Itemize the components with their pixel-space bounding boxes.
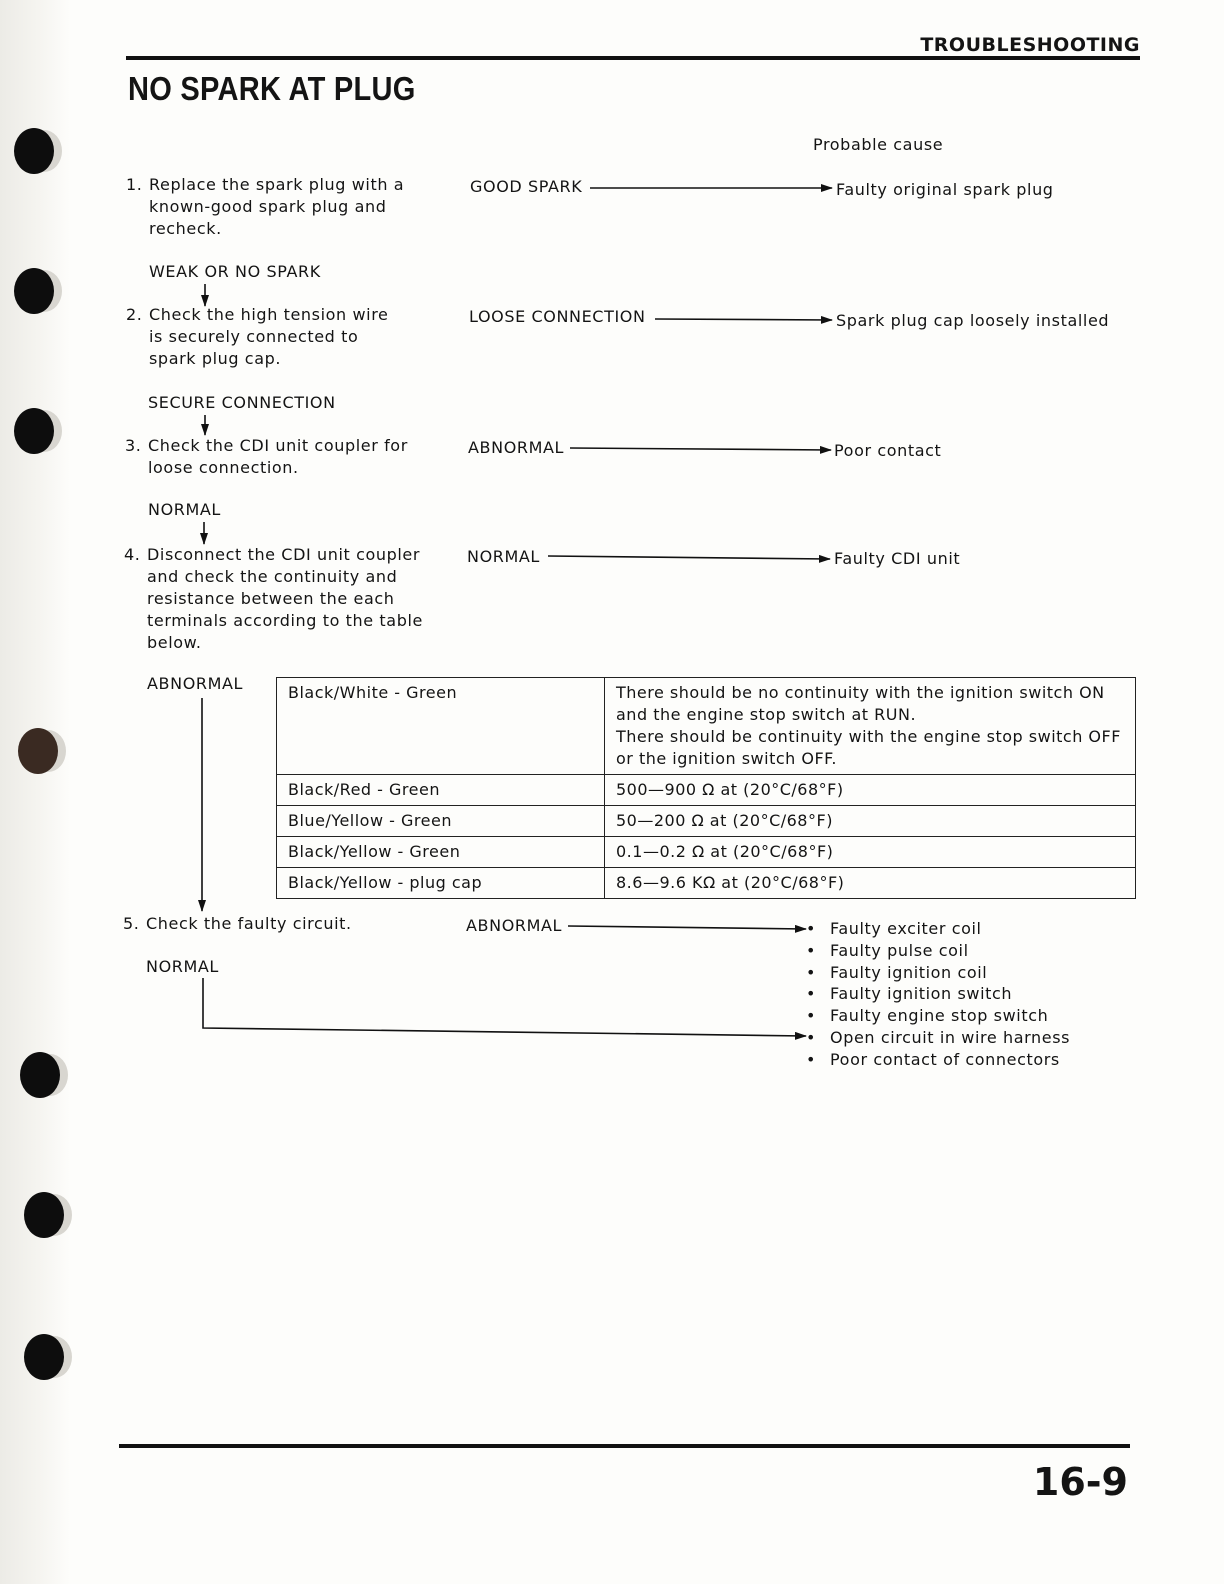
list-item: • Faulty ignition coil (806, 962, 1070, 984)
step-result: ABNORMAL (466, 916, 563, 935)
step-text: Replace the spark plug with a known-good spark plug and recheck. (149, 175, 405, 238)
step-text: Check the high tension wire is securely connected to spark plug cap. (149, 305, 389, 368)
table-cell-terminals: Black/Red - Green (277, 775, 605, 806)
table-cell-terminals: Blue/Yellow - Green (277, 806, 605, 837)
step-outcome: ABNORMAL (147, 674, 244, 693)
step-result: ABNORMAL (468, 438, 565, 457)
list-item: • Faulty pulse coil (806, 940, 1070, 962)
step-outcome: NORMAL (148, 500, 221, 519)
arrow-elbow (203, 978, 806, 1036)
probable-cause: Spark plug cap loosely installed (836, 311, 1110, 330)
step-result: GOOD SPARK (470, 177, 583, 196)
list-item: • Faulty ignition switch (806, 983, 1070, 1005)
table-cell-terminals: Black/Yellow - Green (277, 837, 605, 868)
list-item: • Faulty exciter coil (806, 918, 1070, 940)
table-cell-spec: 0.1—0.2 Ω at (20°C/68°F) (605, 837, 1136, 868)
step-outcome: SECURE CONNECTION (148, 393, 336, 412)
arrow-right (570, 448, 831, 450)
probable-cause-header: Probable cause (813, 135, 944, 154)
section-label: TROUBLESHOOTING (920, 34, 1140, 56)
arrow-right (548, 556, 830, 559)
step-outcome: NORMAL (146, 957, 219, 976)
page-number: 16-9 (1032, 1460, 1128, 1504)
step-text: Disconnect the CDI unit coupler and check the continuity and resistance between the each terminals according to the table below. (147, 545, 423, 652)
page-title: NO SPARK AT PLUG (128, 70, 416, 107)
probable-cause: Poor contact (834, 441, 942, 460)
footer-rule (119, 1444, 1130, 1448)
arrow-right (568, 926, 806, 929)
probable-cause: Faulty CDI unit (834, 549, 961, 568)
table-cell-spec: 8.6—9.6 KΩ at (20°C/68°F) (605, 868, 1136, 899)
table-cell-spec: 500—900 Ω at (20°C/68°F) (605, 775, 1136, 806)
table-cell-terminals: Black/White - Green (277, 678, 605, 775)
probable-cause: Faulty original spark plug (836, 180, 1054, 199)
step-number: 1. (126, 175, 143, 194)
table-cell-spec: 50—200 Ω at (20°C/68°F) (605, 806, 1136, 837)
step-number: 2. (126, 305, 143, 324)
list-item: • Poor contact of connectors (806, 1049, 1070, 1071)
table-cell-terminals: Black/Yellow - plug cap (277, 868, 605, 899)
step-text: Check the faulty circuit. (146, 914, 352, 933)
step-text: Check the CDI unit coupler for loose connection. (148, 436, 408, 477)
arrow-right (655, 319, 832, 320)
table-cell-spec: There should be no continuity with the ignition switch ON and the engine stop switch at RUN. There should be continuity with the engine stop switch OFF or the ignition switch OFF. (605, 678, 1136, 775)
step-result: LOOSE CONNECTION (469, 307, 646, 326)
step-outcome: WEAK OR NO SPARK (149, 262, 321, 281)
step-number: 5. (123, 914, 140, 933)
list-item: • Faulty engine stop switch (806, 1005, 1070, 1027)
step-number: 4. (124, 545, 141, 564)
step-result: NORMAL (467, 547, 540, 566)
step-number: 3. (125, 436, 142, 455)
list-item: • Open circuit in wire harness (806, 1027, 1070, 1049)
